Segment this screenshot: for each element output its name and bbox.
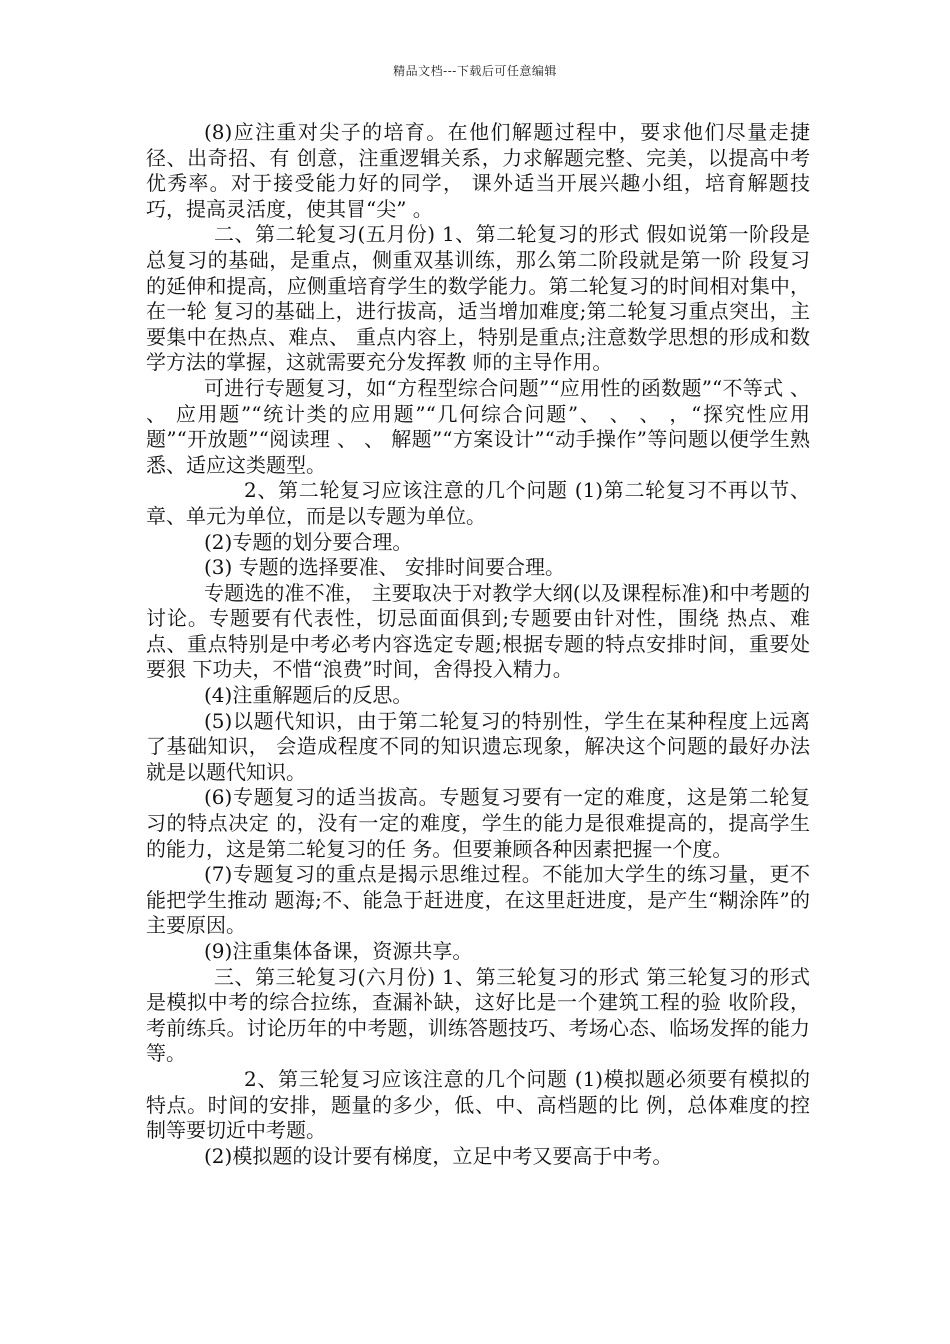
- paragraph-topic-division: (2)专题的划分要合理。: [204, 529, 413, 554]
- paragraph-collective-preparation: (9)注重集体备课，资源共享。: [204, 939, 473, 963]
- paragraph-topic-selection: (3) 专题的选择要准、 安排时间要合理。: [204, 555, 566, 580]
- paragraph-reflection: (4)注重解题后的反思。: [204, 683, 413, 708]
- page-header: 精品文档---下载后可任意编辑: [393, 64, 557, 78]
- paragraph-thinking-process: (7)专题复习的重点是揭示思维过程。不能加大学生的练习量，更不能把学生推动 题海;不、能急于赶进度，在这里赶进度，是产生“糊涂阵”的主要原因。: [146, 862, 810, 938]
- paragraph-topic-review: 可进行专题复习，如“方程型综合问题”“应用性的函数题”“不等式 、 、 应用题”“统计类的应用题”“几何综合问题”、 、 、 ，“探究性应用题”“开放题”“阅读理 、 、 解题”“方案设计”“动手操作”等问题以便学生熟悉、适应这类题型。: [146, 375, 810, 477]
- paragraph-third-round-issues: 2、第三轮复习应该注意的几个问题 (1)模拟题必须要有模拟的特点。时间的安排，题量的多少，低、中、高档题的比 例，总体难度的控制等要切近中考题。: [146, 1066, 810, 1143]
- paragraph-problems-as-knowledge: (5)以题代知识，由于第二轮复习的特别性，学生在某种程度上远离了基础知识， 会造成程度不同的知识遗忘现象，解决这个问题的最好办法就是以题代知识。: [146, 708, 810, 784]
- paragraph-raise-difficulty: (6)专题复习的适当拔高。专题复习要有一定的难度，这是第二轮复习的特点决定 的，没有一定的难度，学生的能力是很难提高的，提高学生的能力，这是第二轮复习的任 务。但要兼顾各种因素把握一个度。: [146, 785, 810, 861]
- paragraph-top-students: (8)应注重对尖子的培育。在他们解题过程中，要求他们尽量走捷径、出奇招、有 创意，注重逻辑关系，力求解题完整、完美，以提高中考优秀率。对于接受能力好的同学， 课外适当开展兴趣小组，培育解题技巧，提高灵活度，使其冒“尖” 。: [146, 120, 810, 221]
- paragraph-second-round-issues: 2、第二轮复习应该注意的几个问题 (1)第二轮复习不再以节、章、单元为单位，而是以专题为单位。: [146, 478, 810, 528]
- paragraph-third-round-heading: 三、第三轮复习(六月份) 1、第三轮复习的形式 第三轮复习的形式是模拟中考的综合拉练，查漏补缺，这好比是一个建筑工程的验 收阶段，考前练兵。讨论历年的中考题，训练答题技巧、考场心态、临场发挥的能力等。: [146, 964, 810, 1066]
- document-body: [146, 120, 810, 1169]
- paragraph-second-round-heading: 二、第二轮复习(五月份) 1、第二轮复习的形式 假如说第一阶段是总复习的基础，是重点，侧重双基训练，那么第二阶段就是第一阶 段复习的延伸和提高，应侧重培育学生的数学能力。第二轮复习的时间相对集中，在一轮 复习的基础上，进行拔高，适当增加难度;第二轮复习重点突出，主要集中在热点、难点、 重点内容上，特别是重点;注意数学思想的形成和数学方法的掌握，这就需要充分发挥教 师的主导作用。: [146, 222, 810, 375]
- paragraph-topic-accuracy: 专题选的准不准， 主要取决于对教学大纲(以及课程标准)和中考题的讨论。专题要有代表性，切忌面面俱到;专题要由针对性，围绕 热点、难点、重点特别是中考必考内容选定专题;根据专题的特点安排时间，重要处要狠 下功夫，不惜“浪费”时间，舍得投入精力。: [146, 580, 810, 682]
- paragraph-mock-gradient: (2)模拟题的设计要有梯度，立足中考又要高于中考。: [204, 1143, 673, 1168]
